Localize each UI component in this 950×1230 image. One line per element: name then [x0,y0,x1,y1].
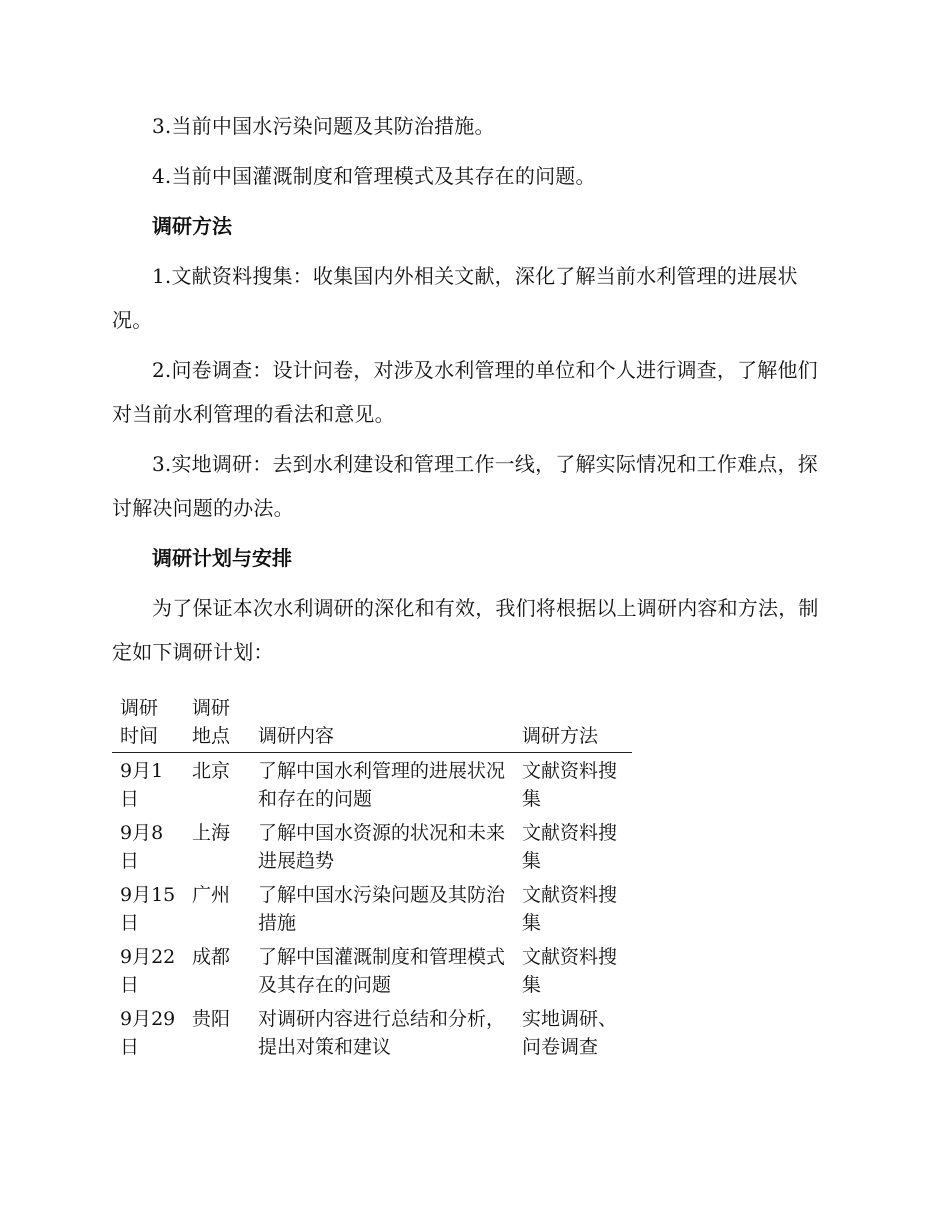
paragraph-pollution: 3.当前中国水污染问题及其防治措施。 [152,114,495,138]
table-row [112,937,632,999]
cell-time: 9月15日 [120,884,176,934]
heading-plan: 调研计划与安排 [152,546,292,570]
cell-method: 实地调研、问卷调查 [522,1008,618,1058]
table-row [112,813,632,875]
cell-time: 9月29日 [120,1008,176,1058]
heading-methods: 调研方法 [152,214,232,238]
cell-place: 上海 [192,822,231,844]
method-literature: 1.文献资料搜集：收集国内外相关文献，深化了解当前水利管理的进展状况。 [112,264,798,332]
cell-time: 9月8日 [120,822,164,872]
plan-intro: 为了保证本次水利调研的深化和有效，我们将根据以上调研内容和方法，制定如下调研计划： [112,596,819,664]
cell-content: 了解中国水资源的状况和未来进展趋势 [258,822,506,872]
cell-place: 成都 [192,946,231,968]
table-row [112,875,632,937]
cell-place: 贵阳 [192,1008,231,1030]
method-questionnaire: 2.问卷调查：设计问卷，对涉及水利管理的单位和个人进行调查，了解他们对当前水利管理的看法和意见。 [112,358,818,426]
cell-time: 9月22日 [120,946,176,996]
header-method: 调研方法 [514,694,632,753]
header-time: 调研时间 [112,694,184,753]
table-row [112,753,632,814]
cell-content: 了解中国水污染问题及其防治措施 [258,884,506,934]
cell-content: 了解中国水利管理的进展状况和存在的问题 [258,760,506,810]
cell-content: 了解中国灌溉制度和管理模式及其存在的问题 [258,946,506,996]
cell-place: 广州 [192,884,231,906]
header-place: 调研地点 [184,694,250,753]
table-row [112,999,632,1061]
header-content: 调研内容 [250,694,514,753]
schedule-table [112,694,632,1061]
cell-method: 文献资料搜集 [522,760,618,810]
method-fieldwork: 3.实地调研：去到水利建设和管理工作一线，了解实际情况和工作难点，探讨解决问题的办法。 [112,452,818,520]
cell-method: 文献资料搜集 [522,946,618,996]
table-header-row [112,694,632,753]
cell-method: 文献资料搜集 [522,884,618,934]
paragraph-irrigation: 4.当前中国灌溉制度和管理模式及其存在的问题。 [152,164,596,188]
cell-time: 9月1日 [120,760,164,810]
cell-content: 对调研内容进行总结和分析，提出对策和建议 [258,1008,506,1058]
document-page [112,104,832,1061]
cell-place: 北京 [192,760,231,782]
cell-method: 文献资料搜集 [522,822,618,872]
